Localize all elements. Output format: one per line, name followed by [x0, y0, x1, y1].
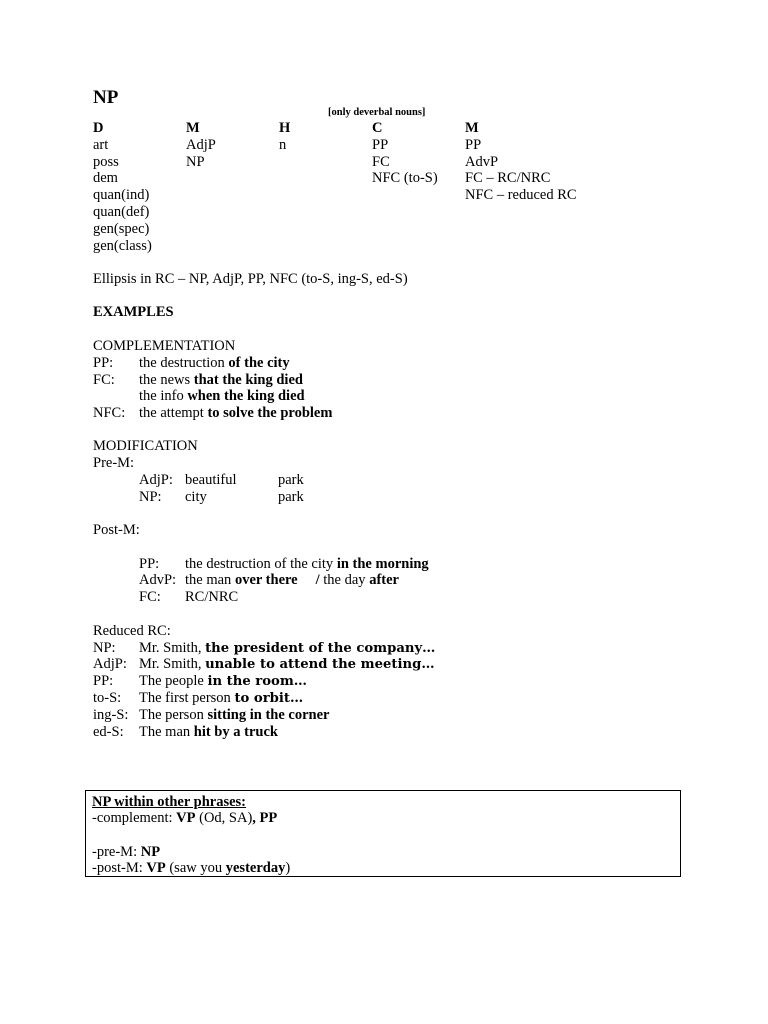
column-item: NP: [186, 153, 205, 170]
reduced-rc-heading: Reduced RC:: [93, 623, 171, 639]
reduced-rc-row: NP: Mr. Smith, the president of the company…: [93, 640, 436, 656]
complementation-row: FC: the news that the king died: [93, 372, 303, 388]
post-modification-row: AdvP: the man over there / the day after: [139, 572, 399, 588]
column-header: D: [93, 120, 104, 136]
column-postmodifier: [465, 120, 577, 204]
column-header: M: [465, 120, 479, 136]
box-line-complement: -complement: VP (Od, SA), PP: [92, 810, 278, 826]
column-item: NFC – reduced RC: [465, 187, 577, 204]
post-modification-row: PP: the destruction of the city in the morning: [139, 556, 429, 572]
column-item: AdjP: [186, 136, 216, 153]
deverbal-note: [only deverbal nouns]: [328, 107, 426, 118]
column-item: AdvP: [465, 153, 499, 170]
column-item: FC – RC/NRC: [465, 170, 551, 187]
column-determiner: [93, 120, 152, 254]
column-head: [279, 120, 290, 154]
reduced-rc-row: AdjP: Mr. Smith, unable to attend the meeting…: [93, 656, 435, 672]
reduced-rc-row: ing-S: The person sitting in the corner: [93, 707, 330, 723]
box-line-post-m: -post-M: VP (saw you yesterday): [92, 860, 291, 876]
column-complement: [372, 120, 438, 187]
post-modification-row: FC: RC/NRC: [139, 589, 239, 605]
column-header: H: [279, 120, 291, 136]
column-item: dem: [93, 170, 118, 187]
column-item: n: [279, 136, 287, 153]
column-item: quan(def): [93, 203, 150, 220]
column-premodifier: [186, 120, 216, 170]
page-title: NP: [93, 87, 119, 108]
ellipsis-note: Ellipsis in RC – NP, AdjP, PP, NFC (to-S, ing-S, ed-S): [93, 271, 408, 287]
complementation-row: PP: the destruction of the city: [93, 355, 290, 371]
column-item: gen(class): [93, 237, 152, 254]
box-line-pre-m: -pre-M: NP: [92, 844, 161, 860]
reduced-rc-row: ed-S: The man hit by a truck: [93, 724, 278, 740]
box-heading: NP within other phrases:: [92, 794, 247, 810]
np-within-phrases-box: [85, 790, 681, 877]
reduced-rc-row: PP: The people in the room…: [93, 673, 307, 689]
column-header: C: [372, 120, 383, 136]
post-modification-label: Post-M:: [93, 522, 140, 538]
pre-modification-row: NP: city park: [139, 489, 304, 505]
column-item: FC: [372, 153, 390, 170]
column-item: poss: [93, 153, 119, 170]
column-header: M: [186, 120, 200, 136]
pre-modification-label: Pre-M:: [93, 455, 135, 471]
column-item: PP: [372, 136, 389, 153]
column-item: NFC (to-S): [372, 170, 438, 187]
modification-heading: MODIFICATION: [93, 438, 198, 454]
column-item: art: [93, 136, 109, 153]
reduced-rc-row: to-S: The first person to orbit…: [93, 690, 304, 706]
column-item: quan(ind): [93, 187, 150, 204]
examples-heading: EXAMPLES: [93, 304, 174, 320]
complementation-heading: COMPLEMENTATION: [93, 338, 236, 354]
complementation-row: NFC: the attempt to solve the problem: [93, 405, 333, 421]
column-item: PP: [465, 136, 482, 153]
pre-modification-row: AdjP: beautiful park: [139, 472, 304, 488]
complementation-row: the info when the king died: [139, 388, 305, 404]
column-item: gen(spec): [93, 220, 150, 237]
